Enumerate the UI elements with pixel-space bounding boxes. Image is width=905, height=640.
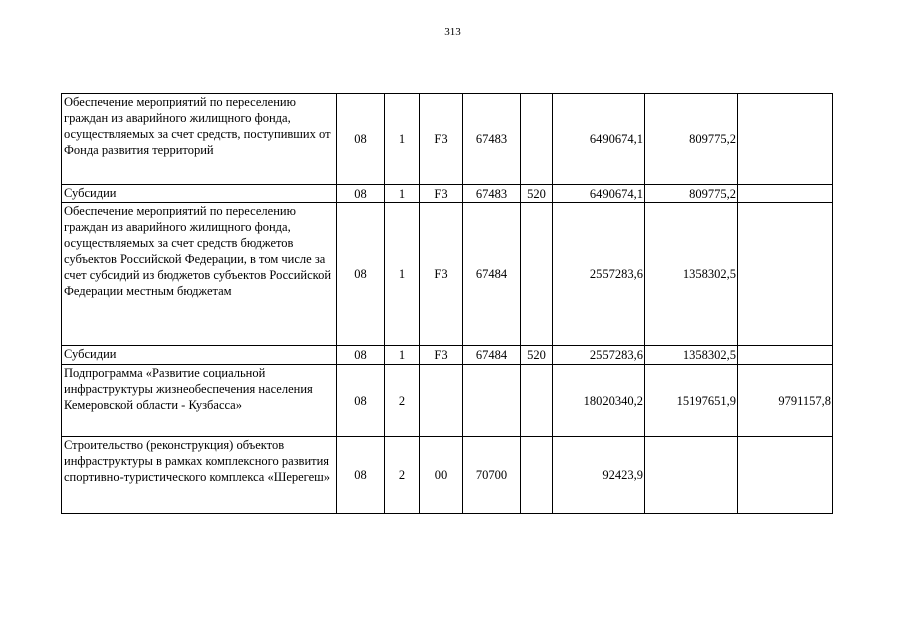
cell-value-3 [738,185,833,203]
cell-type: 520 [521,185,553,203]
table-row [62,94,833,185]
cell-type [521,203,553,346]
cell-type [521,437,553,514]
cell-value-1: 92423,9 [553,437,645,514]
cell-program: F3 [420,185,463,203]
cell-program: F3 [420,346,463,365]
cell-name: Подпрограмма «Развитие социальной инфраструктуры жизнеобеспечения населения Кемеровской области - Кузбасса» [62,365,337,437]
cell-value-2: 809775,2 [645,185,738,203]
budget-table [61,93,833,514]
cell-name: Субсидии [62,346,337,365]
cell-section: 08 [337,185,385,203]
cell-value-1: 2557283,6 [553,346,645,365]
table-row [62,437,833,514]
cell-code: 70700 [463,437,521,514]
cell-value-1: 6490674,1 [553,185,645,203]
cell-value-2: 15197651,9 [645,365,738,437]
cell-program: 00 [420,437,463,514]
cell-value-2: 1358302,5 [645,346,738,365]
cell-value-2 [645,437,738,514]
cell-code: 67484 [463,203,521,346]
cell-program: F3 [420,203,463,346]
cell-value-3 [738,94,833,185]
cell-value-3 [738,437,833,514]
table-row [62,203,833,346]
cell-section: 08 [337,365,385,437]
cell-subsection: 2 [385,437,420,514]
cell-code [463,365,521,437]
cell-code: 67483 [463,185,521,203]
cell-value-3 [738,346,833,365]
cell-type: 520 [521,346,553,365]
table-row [62,346,833,365]
cell-type [521,94,553,185]
table-row [62,185,833,203]
cell-subsection: 1 [385,185,420,203]
cell-name: Обеспечение мероприятий по переселению граждан из аварийного жилищного фонда, осуществляемых за счет средств, поступивших от Фонда развития территорий [62,94,337,185]
cell-code: 67484 [463,346,521,365]
cell-section: 08 [337,437,385,514]
cell-subsection: 1 [385,94,420,185]
cell-name: Обеспечение мероприятий по переселению граждан из аварийного жилищного фонда, осуществляемых за счет средств бюджетов субъектов Российской Федерации, в том числе за счет субсидий из бюджетов субъектов Российской Федерации местным бюджетам [62,203,337,346]
cell-value-1: 18020340,2 [553,365,645,437]
cell-section: 08 [337,94,385,185]
cell-type [521,365,553,437]
cell-value-3: 9791157,8 [738,365,833,437]
cell-value-2: 809775,2 [645,94,738,185]
cell-value-2: 1358302,5 [645,203,738,346]
cell-program: F3 [420,94,463,185]
cell-value-1: 2557283,6 [553,203,645,346]
cell-subsection: 1 [385,346,420,365]
cell-subsection: 2 [385,365,420,437]
cell-name: Строительство (реконструкция) объектов инфраструктуры в рамках комплексного развития спортивно-туристического комплекса «Шерегеш» [62,437,337,514]
table-row [62,365,833,437]
cell-name: Субсидии [62,185,337,203]
cell-program [420,365,463,437]
cell-section: 08 [337,346,385,365]
page-number: 313 [444,26,461,38]
cell-value-3 [738,203,833,346]
cell-value-1: 6490674,1 [553,94,645,185]
cell-subsection: 1 [385,203,420,346]
cell-code: 67483 [463,94,521,185]
cell-section: 08 [337,203,385,346]
